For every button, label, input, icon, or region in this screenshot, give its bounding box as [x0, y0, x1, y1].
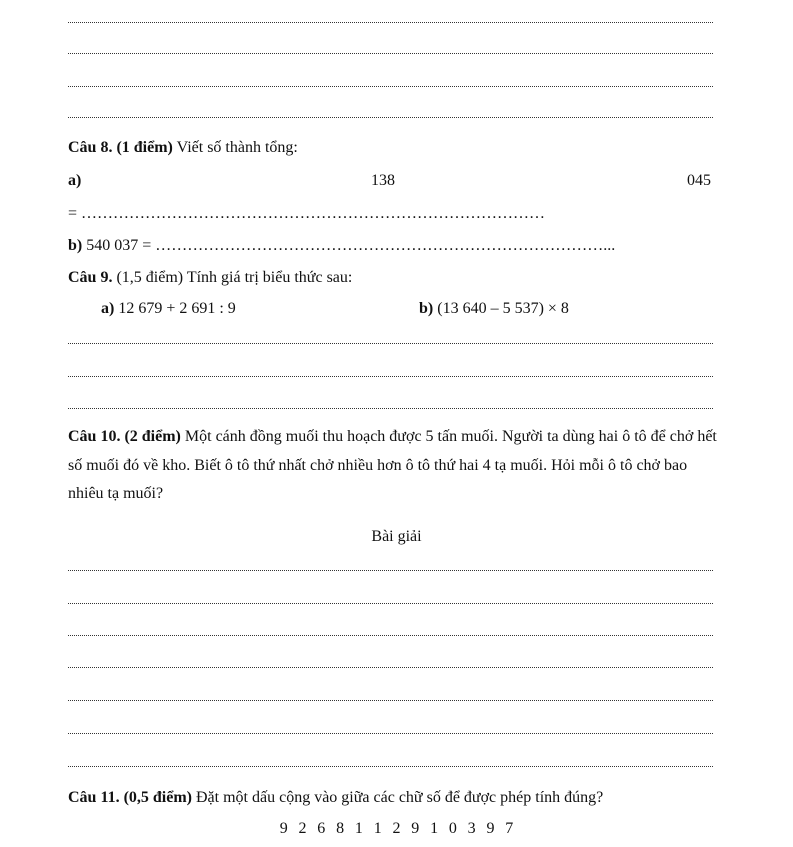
solution-heading: Bài giải [371, 528, 422, 545]
question-8a-answer-line[interactable]: = …………………………………………………………………………… [68, 205, 546, 222]
question-11-title: Câu 11. (0,5 điểm) [68, 789, 192, 806]
answer-line[interactable] [68, 22, 713, 23]
answer-line[interactable] [68, 700, 713, 701]
question-10-text: Một cánh đồng muối thu hoạch được 5 tấn muối. Người ta dùng hai ô tô để chở hết số muối đó về kho. Biết ô tô thứ nhất chở nhiều hơn ô tô thứ hai 4 tạ muối. Hỏi mỗi ô tô chở bao nhiêu tạ muối? [68, 428, 717, 502]
answer-line[interactable] [68, 408, 713, 409]
digit[interactable]: 1 [373, 820, 382, 837]
digit[interactable]: 8 [336, 820, 345, 837]
digit[interactable]: 2 [298, 820, 307, 837]
digit[interactable]: 2 [392, 820, 401, 837]
digit[interactable]: 0 [448, 820, 457, 837]
question-8-prompt: Viết số thành tổng: [172, 139, 298, 156]
digit[interactable]: 1 [354, 820, 363, 837]
answer-line[interactable] [68, 570, 713, 571]
digit[interactable]: 9 [486, 820, 495, 837]
question-9b-label: b) [419, 300, 434, 317]
question-10 [68, 423, 718, 509]
question-10-title: Câu 10. (2 điểm) [68, 428, 181, 445]
question-11-heading [68, 788, 603, 808]
answer-line[interactable] [68, 733, 713, 734]
question-9a [101, 299, 236, 319]
question-9b [419, 299, 569, 319]
question-11-prompt: Đặt một dấu cộng vào giữa các chữ số để được phép tính đúng? [192, 789, 604, 806]
digit[interactable]: 6 [317, 820, 326, 837]
question-8a-label: a) [68, 172, 82, 189]
digit[interactable]: 9 [279, 820, 288, 837]
question-9-heading [68, 268, 352, 288]
digit[interactable]: 3 [467, 820, 476, 837]
answer-line[interactable] [68, 603, 713, 604]
digit-sequence [0, 819, 793, 839]
question-8a-number-part1: 138 [371, 172, 395, 189]
answer-line[interactable] [68, 766, 713, 767]
digit[interactable]: 1 [430, 820, 439, 837]
question-9b-expression: (13 640 – 5 537) × 8 [433, 300, 569, 317]
digit[interactable]: 7 [505, 820, 514, 837]
question-8-heading [68, 138, 298, 158]
question-9-title: Câu 9. [68, 269, 113, 286]
answer-line[interactable] [68, 86, 713, 87]
answer-line[interactable] [68, 635, 713, 636]
question-9a-label: a) [101, 300, 115, 317]
answer-line[interactable] [68, 117, 713, 118]
digit[interactable]: 9 [411, 820, 420, 837]
question-9-prompt: (1,5 điểm) Tính giá trị biểu thức sau: [112, 269, 353, 286]
answer-line[interactable] [68, 53, 713, 54]
question-9a-expression: 12 679 + 2 691 : 9 [114, 300, 236, 317]
question-8-title: Câu 8. (1 điểm) [68, 139, 173, 156]
question-8b [68, 236, 615, 256]
answer-line[interactable] [68, 667, 713, 668]
question-8b-label: b) [68, 237, 83, 254]
answer-line[interactable] [68, 376, 713, 377]
question-8a-number-part2: 045 [687, 172, 711, 189]
question-8b-text[interactable]: 540 037 = …………………………………………………………………………... [82, 237, 616, 254]
answer-line[interactable] [68, 343, 713, 344]
